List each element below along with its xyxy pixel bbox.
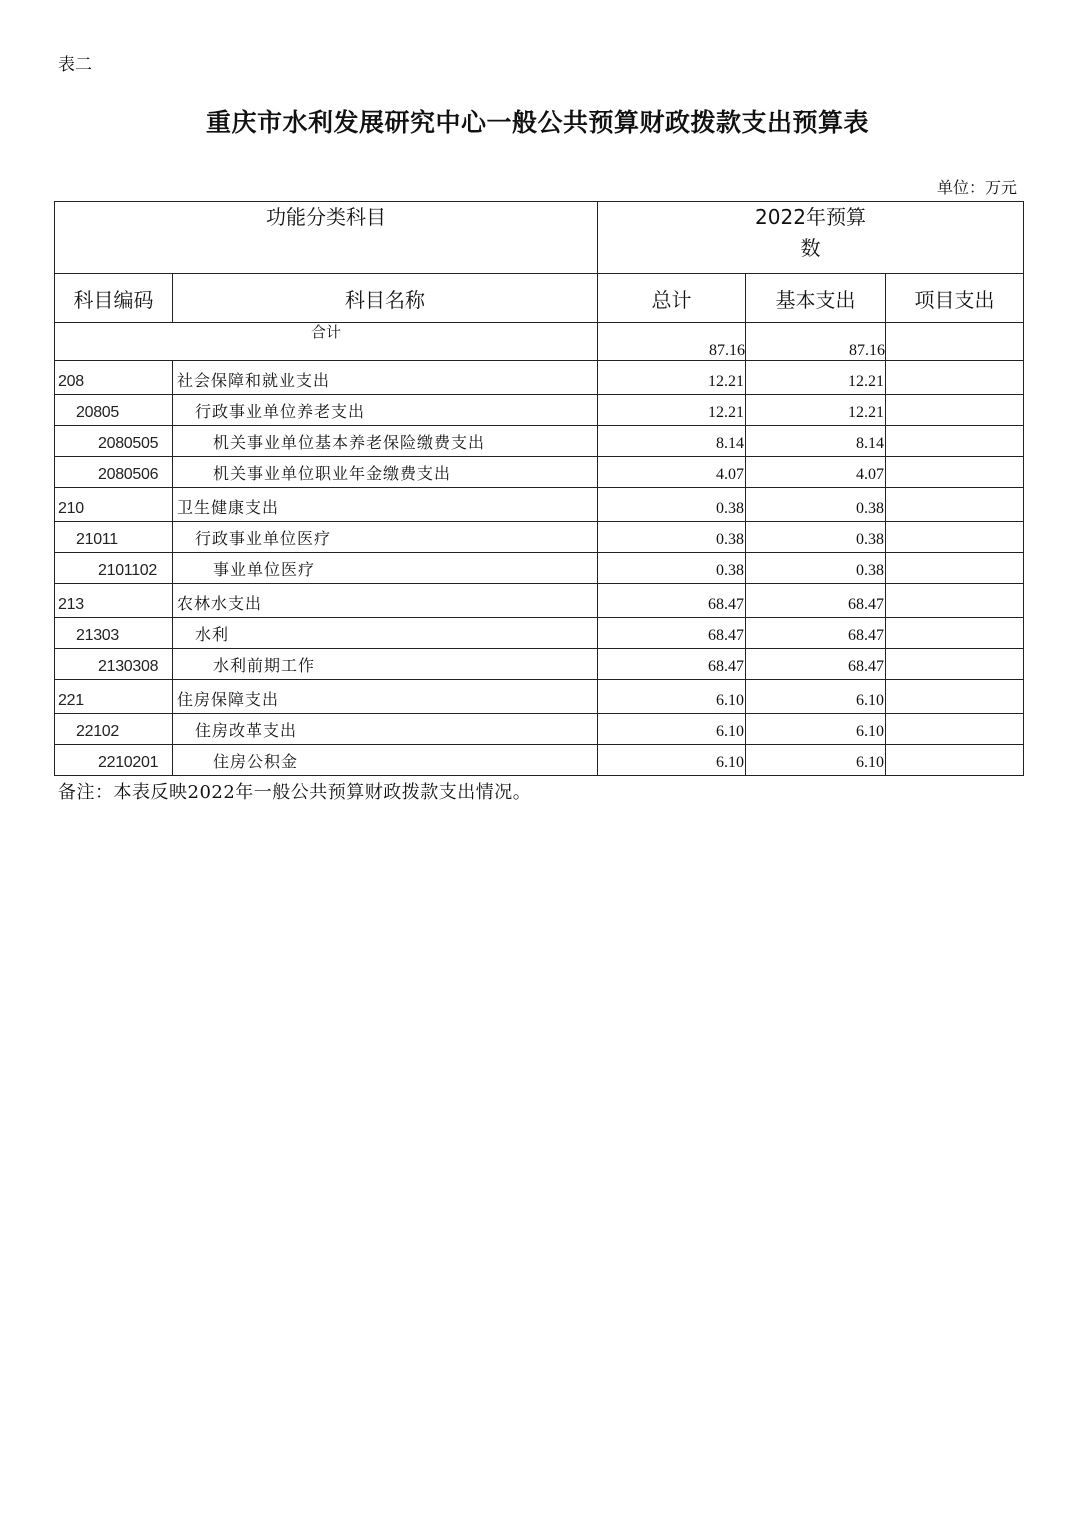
total-row — [55, 323, 1024, 361]
row-name: 农林水支出 — [173, 584, 598, 618]
row-total: 68.47 — [598, 649, 746, 680]
row-name: 行政事业单位养老支出 — [173, 395, 598, 426]
row-project — [886, 680, 1024, 714]
budget-table — [54, 201, 1024, 776]
row-total: 12.21 — [598, 361, 746, 395]
row-project — [886, 553, 1024, 584]
row-code: 221 — [55, 680, 173, 714]
row-basic: 0.38 — [746, 488, 886, 522]
row-total: 0.38 — [598, 553, 746, 584]
row-project — [886, 488, 1024, 522]
table-row — [55, 618, 1024, 649]
row-code: 213 — [55, 584, 173, 618]
row-code: 2101102 — [55, 553, 173, 584]
project-column-header: 项目支出 — [886, 274, 1024, 323]
remark-note: 备注：本表反映2022年一般公共预算财政拨款支出情况。 — [58, 782, 532, 803]
row-code: 208 — [55, 361, 173, 395]
row-name: 住房公积金 — [173, 745, 598, 776]
row-name: 事业单位医疗 — [173, 553, 598, 584]
page-title: 重庆市水利发展研究中心一般公共预算财政拨款支出预算表 — [205, 108, 869, 137]
total-row-basic: 87.16 — [746, 323, 886, 361]
unit-label: 单位：万元 — [936, 178, 1017, 197]
row-project — [886, 618, 1024, 649]
row-total: 6.10 — [598, 714, 746, 745]
table-row — [55, 361, 1024, 395]
budget-year-header-line1: 2022年预算 — [755, 205, 866, 229]
row-name: 社会保障和就业支出 — [173, 361, 598, 395]
row-name: 机关事业单位职业年金缴费支出 — [173, 457, 598, 488]
total-row-total: 87.16 — [598, 323, 746, 361]
row-code: 20805 — [55, 395, 173, 426]
table-row — [55, 488, 1024, 522]
table-row — [55, 714, 1024, 745]
row-basic: 68.47 — [746, 618, 886, 649]
row-total: 4.07 — [598, 457, 746, 488]
row-total: 12.21 — [598, 395, 746, 426]
row-code: 2080506 — [55, 457, 173, 488]
row-code: 21011 — [55, 522, 173, 553]
row-project — [886, 395, 1024, 426]
row-code: 21303 — [55, 618, 173, 649]
row-basic: 6.10 — [746, 745, 886, 776]
row-code: 210 — [55, 488, 173, 522]
row-name: 住房保障支出 — [173, 680, 598, 714]
row-total: 6.10 — [598, 680, 746, 714]
row-project — [886, 426, 1024, 457]
row-basic: 12.21 — [746, 361, 886, 395]
row-name: 机关事业单位基本养老保险缴费支出 — [173, 426, 598, 457]
row-code: 22102 — [55, 714, 173, 745]
row-total: 68.47 — [598, 618, 746, 649]
table-row — [55, 522, 1024, 553]
name-column-header: 科目名称 — [173, 274, 598, 323]
budget-year-header-line2: 数 — [800, 236, 821, 260]
table-row — [55, 584, 1024, 618]
table-row — [55, 680, 1024, 714]
basic-column-header: 基本支出 — [746, 274, 886, 323]
table-row — [55, 649, 1024, 680]
table-label: 表二 — [58, 55, 92, 75]
row-total: 6.10 — [598, 745, 746, 776]
row-name: 卫生健康支出 — [173, 488, 598, 522]
code-column-header: 科目编码 — [55, 274, 173, 323]
functional-category-header: 功能分类科目 — [55, 202, 598, 274]
row-basic: 0.38 — [746, 553, 886, 584]
row-total: 0.38 — [598, 488, 746, 522]
total-row-project — [886, 323, 1024, 361]
header-row-sub — [55, 274, 1024, 323]
total-column-header: 总计 — [598, 274, 746, 323]
row-total: 8.14 — [598, 426, 746, 457]
row-total: 0.38 — [598, 522, 746, 553]
row-project — [886, 584, 1024, 618]
budget-year-header — [598, 202, 1024, 274]
table-row — [55, 745, 1024, 776]
table-row — [55, 553, 1024, 584]
row-code: 2210201 — [55, 745, 173, 776]
row-basic: 0.38 — [746, 522, 886, 553]
row-name: 水利 — [173, 618, 598, 649]
row-basic: 8.14 — [746, 426, 886, 457]
row-basic: 6.10 — [746, 714, 886, 745]
row-basic: 12.21 — [746, 395, 886, 426]
total-row-label: 合计 — [55, 323, 598, 361]
header-row-top — [55, 202, 1024, 274]
row-project — [886, 522, 1024, 553]
table-row — [55, 395, 1024, 426]
row-code: 2130308 — [55, 649, 173, 680]
table-row — [55, 457, 1024, 488]
row-name: 水利前期工作 — [173, 649, 598, 680]
row-basic: 68.47 — [746, 584, 886, 618]
row-name: 行政事业单位医疗 — [173, 522, 598, 553]
row-code: 2080505 — [55, 426, 173, 457]
row-project — [886, 714, 1024, 745]
table-row — [55, 426, 1024, 457]
row-project — [886, 649, 1024, 680]
row-basic: 6.10 — [746, 680, 886, 714]
row-basic: 68.47 — [746, 649, 886, 680]
row-total: 68.47 — [598, 584, 746, 618]
row-project — [886, 457, 1024, 488]
row-basic: 4.07 — [746, 457, 886, 488]
row-project — [886, 745, 1024, 776]
row-name: 住房改革支出 — [173, 714, 598, 745]
row-project — [886, 361, 1024, 395]
